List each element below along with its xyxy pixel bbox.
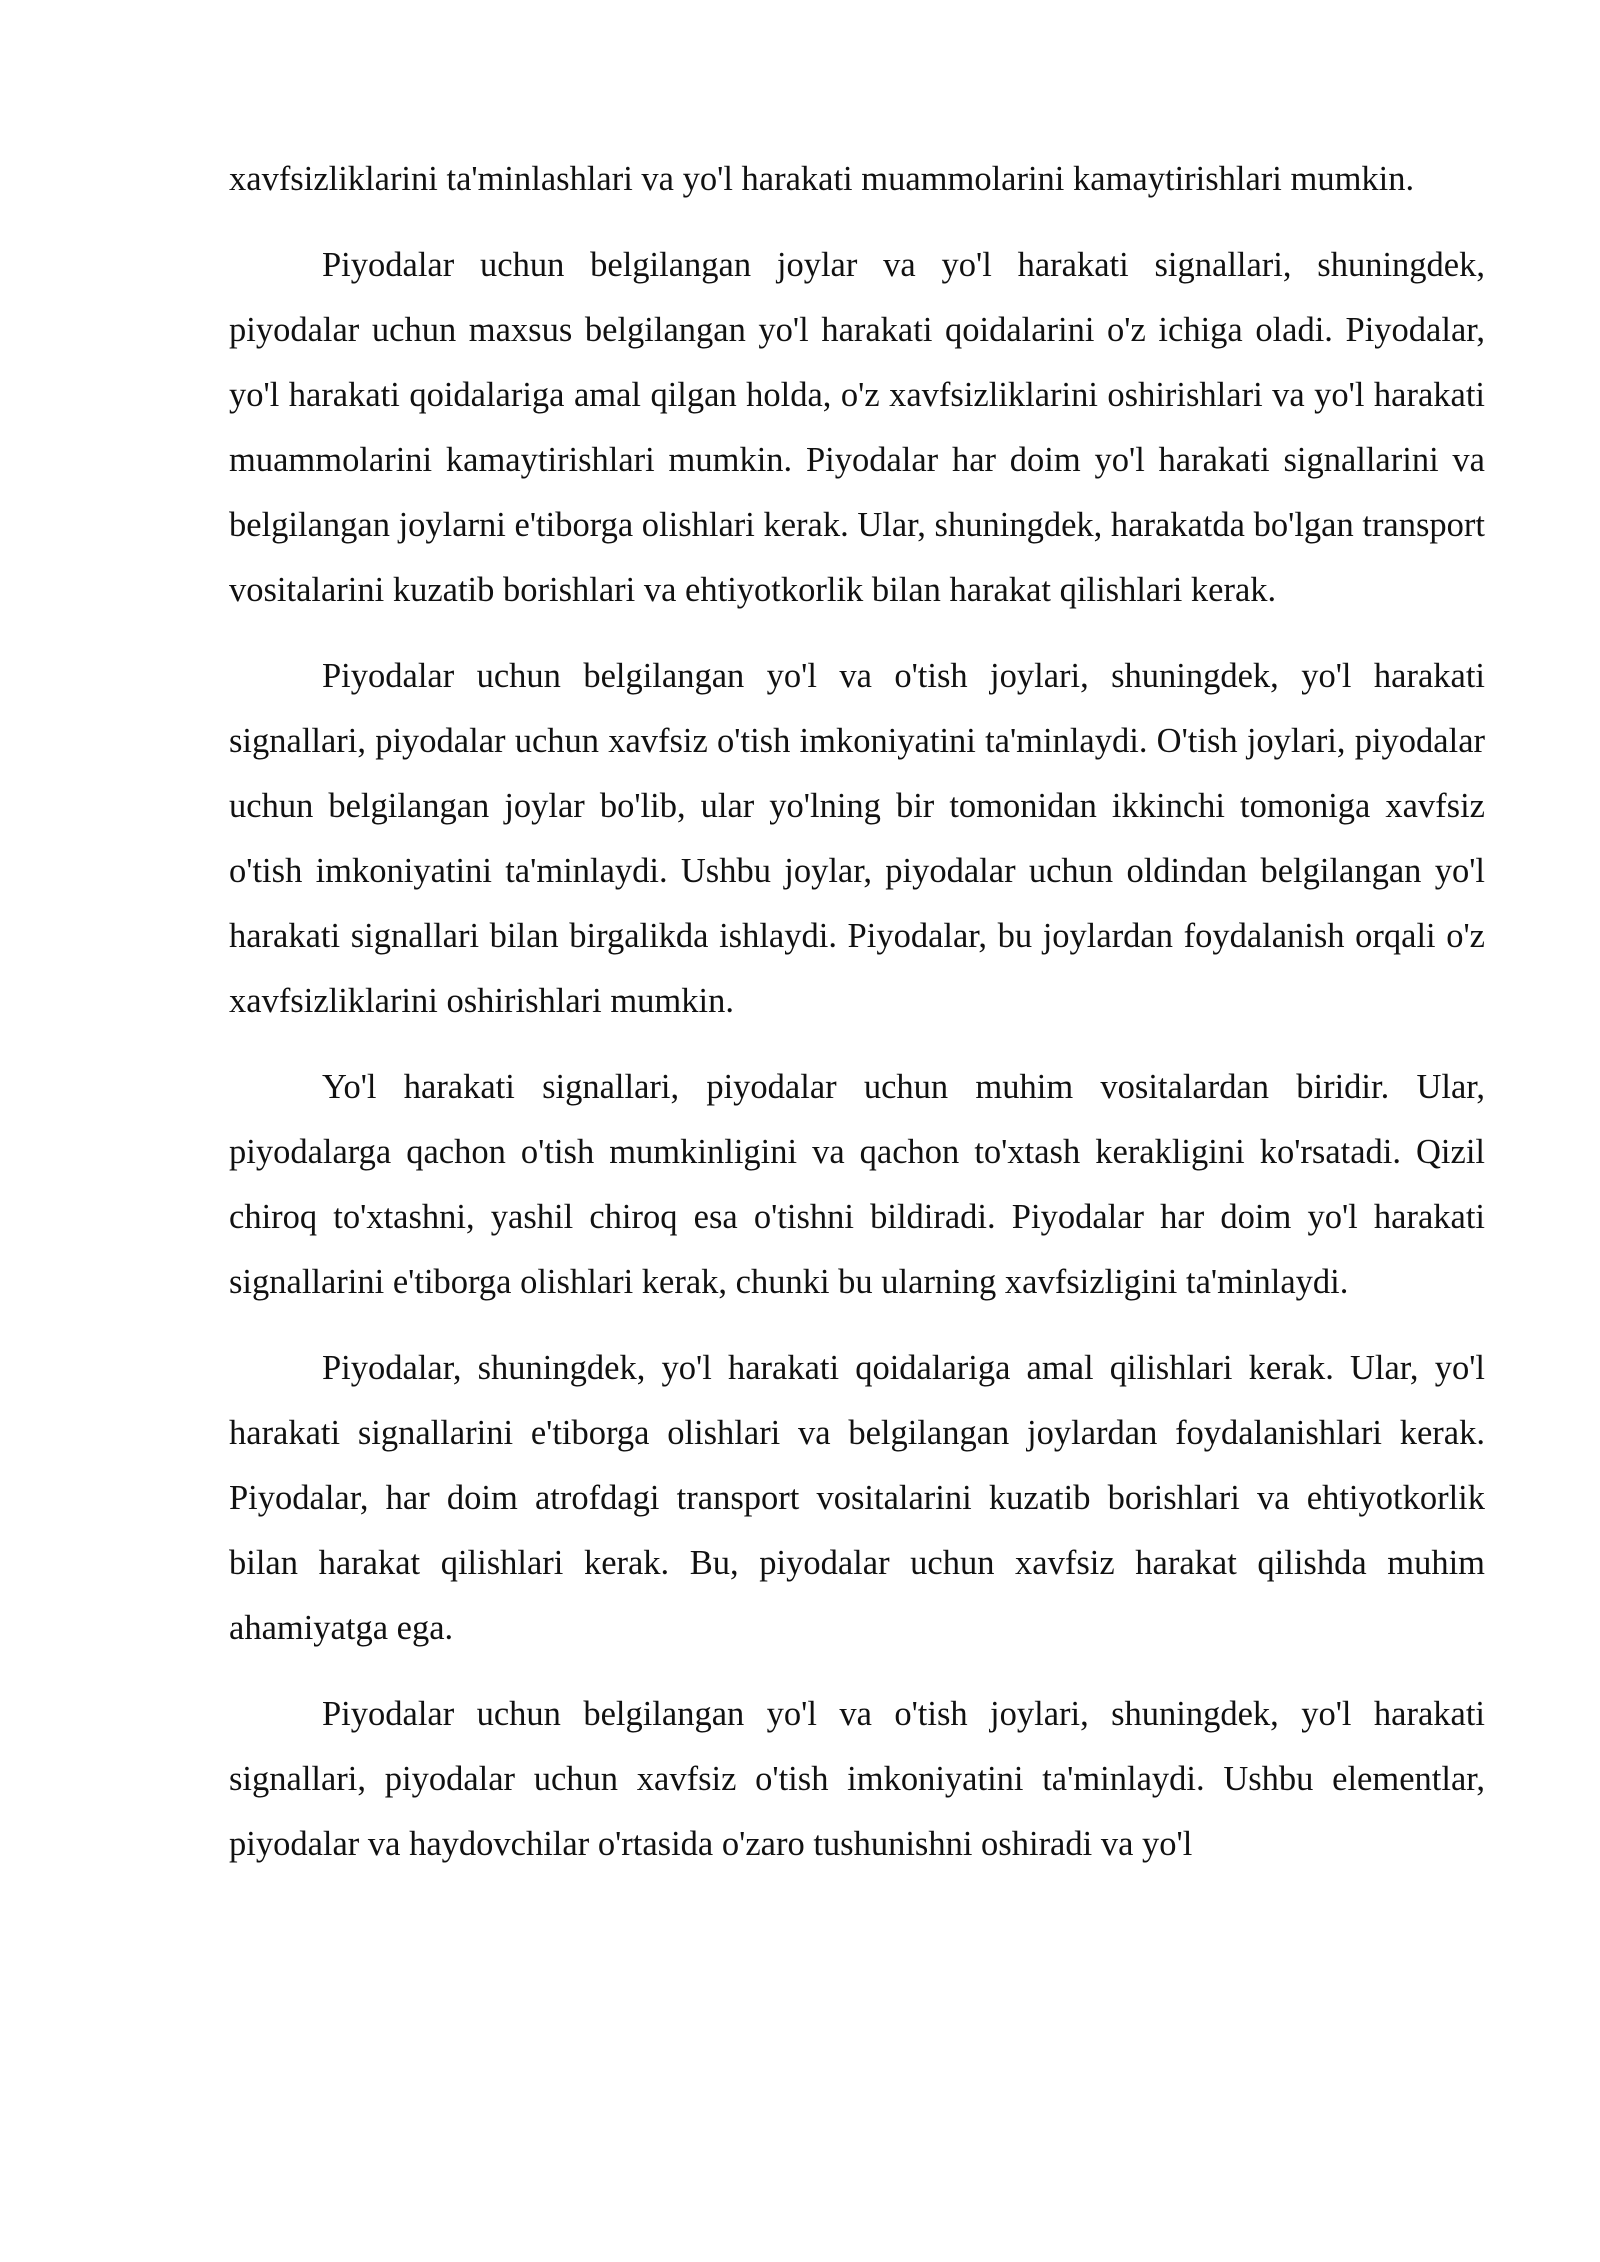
paragraph-continuation: xavfsizliklarini ta'minlashlari va yo'l harakati muammolarini kamaytirishlari mumkin. [229,160,1415,198]
paragraph: Piyodalar uchun belgilangan yo'l va o'tish joylari, shuningdek, yo'l harakati signallari, piyodalar uchun xavfsiz o'tish imkoniyatini ta'minlaydi. O'tish joylari, piyodalar uchun belgilangan joylar bo'lib, ular yo'lning bir tomonidan ikkinchi tomoniga xavfsiz o'tish imkoniyatini ta'minlaydi. Ushbu joylar, piyodalar uchun oldindan belgilangan yo'l harakati signallari bilan birgalikda ishlaydi. Piyodalar, bu joylardan foydalanish orqali o'z xavfsizliklarini oshirishlari mumkin. [229,657,1485,1020]
paragraph: Piyodalar uchun belgilangan joylar va yo'l harakati signallari, shuningdek, piyodalar uchun maxsus belgilangan yo'l harakati qoidalarini o'z ichiga oladi. Piyodalar, yo'l harakati qoidalariga amal qilgan holda, o'z xavfsizliklarini oshirishlari va yo'l harakati muammolarini kamaytirishlari mumkin. Piyodalar har doim yo'l harakati signallarini va belgilangan joylarni e'tiborga olishlari kerak. Ular, shuningdek, harakatda bo'lgan transport vositalarini kuzatib borishlari va ehtiyotkorlik bilan harakat qilishlari kerak. [229,246,1485,609]
paragraph: Yo'l harakati signallari, piyodalar uchun muhim vositalardan biridir. Ular, piyodalarga qachon o'tish mumkinligini va qachon to'xtash kerakligini ko'rsatadi. Qizil chiroq to'xtashni, yashil chiroq esa o'tishni bildiradi. Piyodalar har doim yo'l harakati signallarini e'tiborga olishlari kerak, chunki bu ularning xavfsizligini ta'minlaydi. [229,1068,1485,1301]
document-body [229,147,1485,1898]
paragraph: Piyodalar, shuningdek, yo'l harakati qoidalariga amal qilishlari kerak. Ular, yo'l harakati signallarini e'tiborga olishlari va belgilangan joylardan foydalanishlari kerak. Piyodalar, har doim atrofdagi transport vositalarini kuzatib borishlari va ehtiyotkorlik bilan harakat qilishlari kerak. Bu, piyodalar uchun xavfsiz harakat qilishda muhim ahamiyatga ega. [229,1349,1485,1647]
paragraph: Piyodalar uchun belgilangan yo'l va o'tish joylari, shuningdek, yo'l harakati signallari, piyodalar uchun xavfsiz o'tish imkoniyatini ta'minlaydi. Ushbu elementlar, piyodalar va haydovchilar o'rtasida o'zaro tushunishni oshiradi va yo'l [229,1695,1485,1863]
